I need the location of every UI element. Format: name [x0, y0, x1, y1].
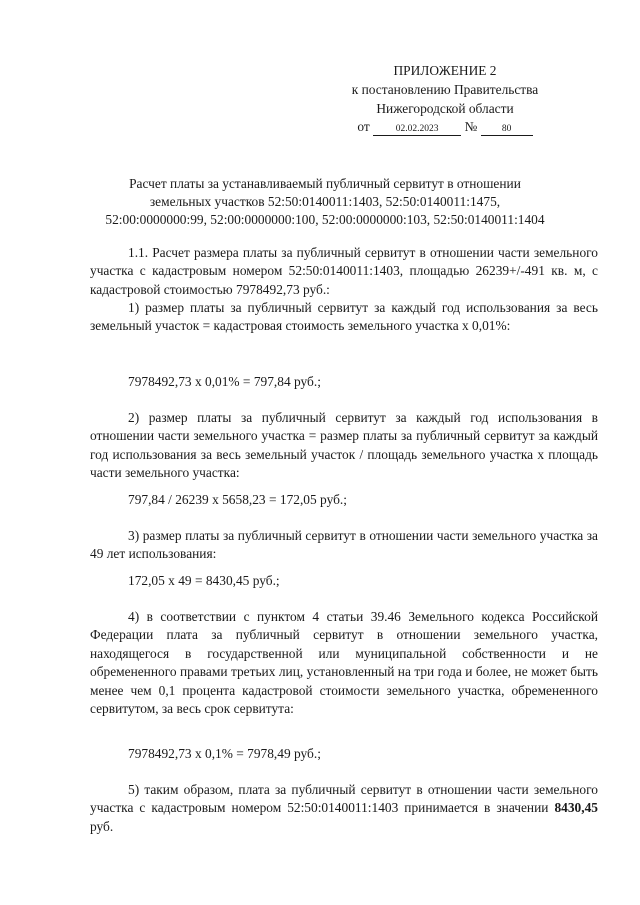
paragraph-item-4: 4) в соответствии с пунктом 4 статьи 39.46 Земельного кодекса Российской Федерации плата за публичный сервитут в отношении земельного участка, находящегося в государственной или муниципальной собственности и не обремененного правами третьих лиц, установленный на три года и более, не может быть менее чем 0,1 процента кадастровой стоимости земельного участка, обремененного сервитутом, за весь срок сервитута:: [90, 609, 598, 717]
conclusion-text: 5) таким образом, плата за публичный сервитут в отношении части земельного участка с кадастровым номером 52:50:0140011:1403 принимается в значении: [90, 782, 598, 816]
number-field: 80: [481, 123, 533, 136]
formula-4: 7978492,73 х 0,1% = 7978,49 руб.;: [128, 746, 321, 761]
document-title: [90, 175, 560, 211]
date-prefix: от: [357, 119, 370, 134]
title-line-3: 52:00:0000000:99, 52:00:0000000:100, 52:00:0000000:103, 52:50:0140011:1404: [105, 212, 545, 227]
formula-1: 7978492,73 х 0,01% = 797,84 руб.;: [128, 374, 321, 389]
final-amount: 8430,45: [554, 800, 598, 816]
date-field: 02.02.2023: [373, 123, 461, 136]
date-number-line: [300, 118, 590, 136]
decree-reference: к постановлению Правительства: [351, 82, 539, 97]
paragraph-item-3: 3) размер платы за публичный сервитут в отношении части земельного участка за 49 лет использования:: [90, 528, 598, 562]
region-name: Нижегородской области: [376, 101, 514, 116]
formula-3: 172,05 х 49 = 8430,45 руб.;: [128, 573, 280, 588]
paragraph-item-2: 2) размер платы за публичный сервитут за каждый год использования в отношении части земельного участка = размер платы за публичный сервитут за каждый год использования за весь земельный участок / площадь земельного участка х площадь части земельного участка:: [90, 410, 598, 481]
number-prefix: №: [464, 119, 478, 134]
title-line-1: Расчет платы за устанавливаемый публичный сервитут в отношении: [129, 176, 521, 191]
title-line-2: земельных участков 52:50:0140011:1403, 52:50:0140011:1475,: [149, 194, 501, 209]
paragraph-1-1: 1.1. Расчет размера платы за публичный сервитут в отношении части земельного участка с кадастровым номером 52:50:0140011:1403, площадью 26239+/-491 кв. м, с кадастровой стоимостью 7978492,73 руб.:: [90, 245, 598, 297]
currency-label: руб.: [90, 818, 114, 834]
paragraph-item-1: 1) размер платы за публичный сервитут за каждый год использования за весь земельный участок = кадастровая стоимость земельного участка х 0,01%:: [90, 300, 598, 334]
annex-label: ПРИЛОЖЕНИЕ 2: [393, 63, 497, 78]
paragraph-item-5: [90, 781, 598, 836]
formula-2: 797,84 / 26239 х 5658,23 = 172,05 руб.;: [128, 492, 347, 507]
